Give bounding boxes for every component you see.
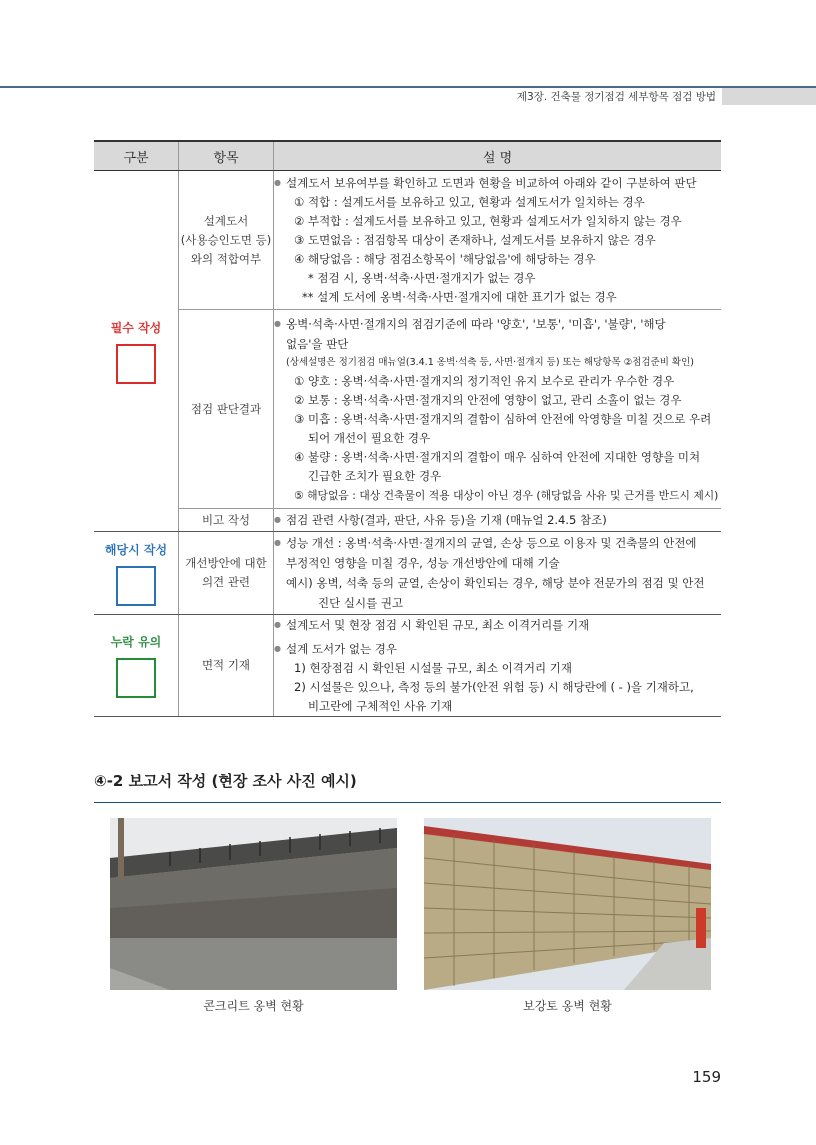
omission-box [116, 658, 156, 698]
inspection-table [94, 140, 721, 717]
table-header-row [94, 141, 721, 171]
item-area: 면적 기재 [179, 615, 274, 717]
item-remarks: 비고 작성 [179, 509, 274, 532]
header-description: 설 명 [274, 141, 722, 171]
reinforced-earth-wall-photo [424, 818, 711, 990]
omission-label: 누락 유의 [110, 635, 162, 649]
photo-caption: 보강토 옹벽 현황 [523, 999, 612, 1013]
chapter-title: 제3장. 건축물 정기점검 세부항목 점검 방법 [516, 91, 716, 103]
bullet-text: ● 설계도서 보유여부를 확인하고 도면과 현황을 비교하여 아래와 같이 구분하여 판단 [274, 173, 721, 193]
desc-remarks: ● 점검 관련 사항(결과, 판단, 사유 등)을 기재 (매뉴얼 2.4.5 참조) [274, 509, 722, 532]
concrete-wall-photo [110, 818, 397, 990]
desc-design-docs: ● 설계도서 보유여부를 확인하고 도면과 현황을 비교하여 아래와 같이 구분하여 판단 ① 적합 : 설계도서를 보유하고 있고, 현황과 설계도서가 일치하는 경우 ② 부적합 : 설계도서를 보유하고 있고, 현황과 설계도서가 일치하지 않는 경우 ③ 도면없음 : 점검항목 대상이 존재하나, 설계도서를 보유하지 않은 경우 ④ 해당없음 : 해당 점검소항목이 '해당없음'에 해당하는 경우 * 점검 시, 옹벽·석축·사면·절개지가 없는 경우 ** 설계 도서에 옹벽·석축·사면·절개지에 대한 표기가 없는 경우 [274, 171, 722, 310]
photo-caption: 콘크리트 옹벽 현황 [203, 999, 304, 1013]
category-required [94, 171, 179, 532]
conditional-label: 해당시 작성 [104, 542, 168, 557]
detail-note: (상세설명은 정기점검 매뉴얼(3.4.1 옹벽·석축 등, 사면·절개지 등) 또는 해당항목 ②점검준비 확인) [286, 356, 694, 368]
section-rule [94, 802, 721, 803]
desc-improvement: ● 성능 개선 : 옹벽·석축·사면·절개지의 균열, 손상 등으로 이용자 및 건축물의 안전에 부정적인 영향을 미칠 경우, 성능 개선방안에 대해 기술 예시) 옹벽, 석축 등의 균열, 손상이 확인되는 경우, 해당 분야 전문가의 점검 및 안전 진단 실시를 권고 [274, 532, 722, 615]
header-rule [0, 86, 816, 88]
required-label: 필수 작성 [110, 320, 162, 335]
section-title: ④-2 보고서 작성 (현장 조사 사진 예시) [94, 772, 357, 790]
item-design-docs: 설계도서 (사용승인도면 등) 와의 적합여부 [179, 171, 274, 310]
table-row [94, 615, 721, 717]
table-row [94, 310, 721, 509]
item-improvement: 개선방안에 대한 의견 관련 [179, 532, 274, 615]
table-row [94, 509, 721, 532]
header-category: 구분 [94, 141, 179, 171]
desc-area: ● 설계도서 및 현장 점검 시 확인된 규모, 최소 이격거리를 기재 ● 설계 도서가 없는 경우 1) 현장점검 시 확인된 시설물 규모, 최소 이격거리 기재 2) 시설물은 있으나, 측정 등의 불가(안전 위험 등) 시 해당란에 ( - )을 기재하고, 비고란에 구체적인 사유 기재 [274, 615, 722, 717]
chapter-tab [722, 88, 816, 105]
conditional-box [116, 566, 156, 606]
table-row [94, 532, 721, 615]
category-conditional [94, 532, 179, 615]
category-omission [94, 615, 179, 717]
required-box [116, 344, 156, 384]
desc-judgement: ● 옹벽·석축·사면·절개지의 점검기준에 따라 '양호', '보통', '미흡', '불량', '해당 없음'을 판단 (상세설명은 정기점검 매뉴얼(3.4.1 옹벽·석축 등, 사면·절개지 등) 또는 해당항목 ②점검준비 확인) ① 양호 : 옹벽·석축·사면·절개지의 정기적인 유지 보수로 관리가 우수한 경우 ② 보통 : 옹벽·석축·사면·절개지의 안전에 영향이 없고, 관리 소홀이 없는 경우 ③ 미흡 : 옹벽·석축·사면·절개지의 결함이 심하여 안전에 악영향을 미칠 것으로 우려 되어 개선이 필요한 경우 ④ 불량 : 옹벽·석축·사면·절개지의 결함이 매우 심하여 안전에 지대한 영향을 미쳐 긴급한 조치가 필요한 경우 ⑤ 해당없음 : 대상 건축물이 적용 대상이 아닌 경우 (해당없음 사유 및 근거를 반드시 제시) [274, 310, 722, 509]
item-judgement: 점검 판단결과 [179, 310, 274, 509]
header-item: 항목 [179, 141, 274, 171]
table-row [94, 171, 721, 310]
page-number: 159 [692, 1068, 721, 1086]
